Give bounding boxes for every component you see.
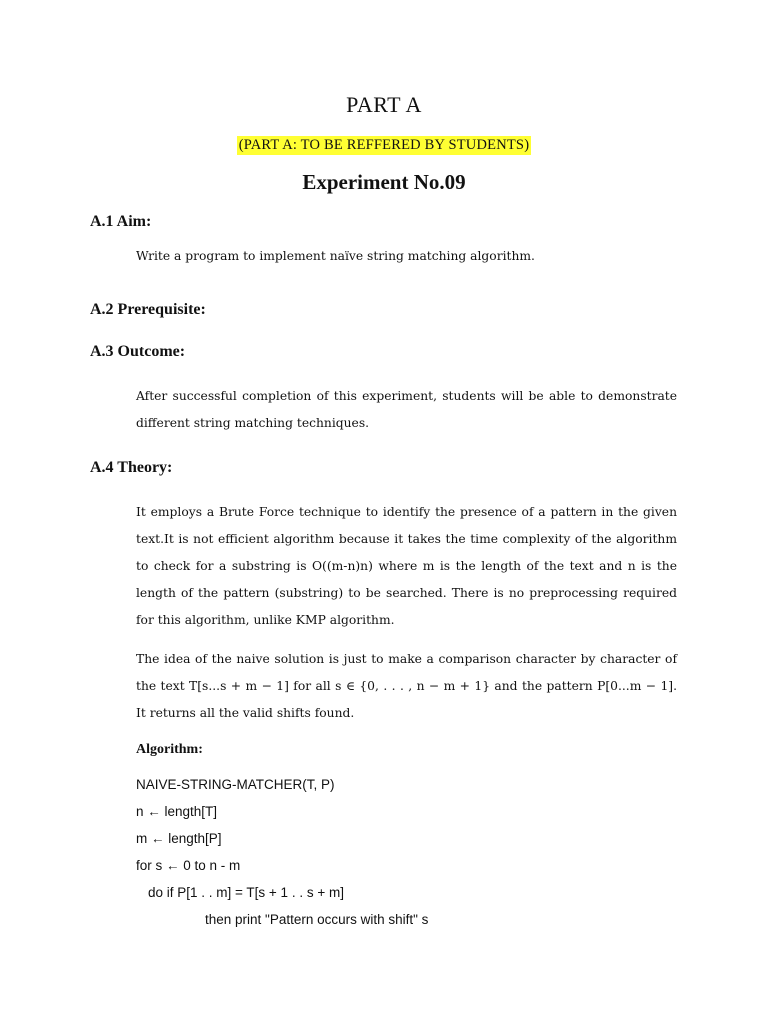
algorithm-label: Algorithm: bbox=[136, 742, 203, 757]
prerequisite-heading: A.2 Prerequisite: bbox=[90, 301, 206, 318]
algorithm-line: NAIVE-STRING-MATCHER(T, P) bbox=[136, 777, 335, 792]
theory-paragraph-1: It employs a Brute Force technique to identify the presence of a pattern in the given text.It is not efficient algorithm because it takes the time complexity of the algorithm to check for a substring is O((m-n)n) where m is the length of the text and n is the length of the pattern (substring) to be searched. There is no preprocessing required for this algorithm, unlike KMP algorithm. bbox=[136, 505, 677, 627]
algorithm-line: for s ← 0 to n - m bbox=[136, 858, 241, 873]
theory-heading: A.4 Theory: bbox=[90, 459, 173, 476]
outcome-heading: A.3 Outcome: bbox=[90, 343, 186, 360]
aim-text: Write a program to implement naïve string matching algorithm. bbox=[136, 249, 535, 263]
algorithm-line: n ← length[T] bbox=[136, 804, 218, 819]
highlighted-subtitle: (PART A: TO BE REFFERED BY STUDENTS) bbox=[238, 137, 530, 153]
outcome-text: After successful completion of this experiment, students will be able to demonstrate different string matching techniques. bbox=[136, 389, 677, 430]
algorithm-line: then print "Pattern occurs with shift" s bbox=[205, 912, 429, 927]
algorithm-line: do if P[1 . . m] = T[s + 1 . . s + m] bbox=[148, 885, 344, 900]
aim-heading: A.1 Aim: bbox=[90, 213, 152, 230]
algorithm-line: m ← length[P] bbox=[136, 831, 222, 846]
theory-paragraph-2: The idea of the naive solution is just to make a comparison character by character of the text T[s...s + m − 1] for all s ∈ {0, . . . , n − m + 1} and the pattern P[0...m − 1]. It returns all the valid shifts found. bbox=[136, 652, 677, 720]
experiment-title: Experiment No.09 bbox=[302, 170, 466, 194]
subtitle-container bbox=[0, 134, 768, 155]
part-title: PART A bbox=[346, 92, 422, 117]
